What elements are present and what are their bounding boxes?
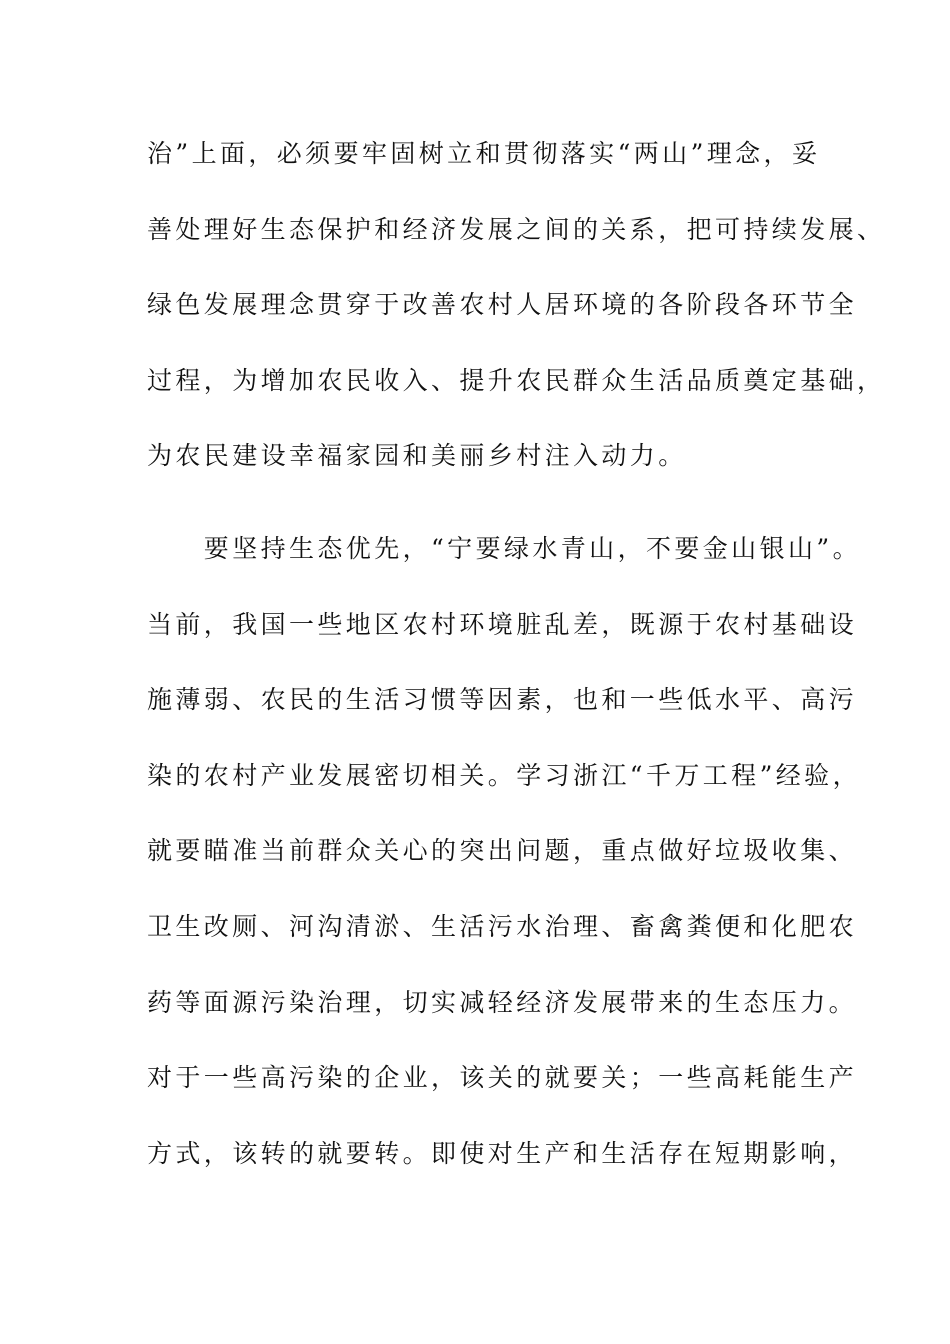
document-body bbox=[147, 128, 886, 1203]
text-line: 药等面源污染治理，切实减轻经济发展带来的生态压力。 bbox=[147, 987, 858, 1017]
text-line: 为农民建设幸福家园和美丽乡村注入动力。 bbox=[147, 441, 687, 471]
text-line: 方式，该转的就要转。即使对生产和生活存在短期影响， bbox=[147, 1138, 858, 1168]
text-line: 善处理好生态保护和经济发展之间的关系，把可持续发展、 bbox=[147, 214, 886, 244]
text-line: 当前，我国一些地区农村环境脏乱差，既源于农村基础设 bbox=[147, 609, 858, 639]
paragraph-2 bbox=[147, 523, 861, 1203]
text-line: 施薄弱、农民的生活习惯等因素，也和一些低水平、高污 bbox=[147, 685, 858, 715]
text-line: 要坚持生态优先，“宁要绿水青山，不要金山银山”。 bbox=[147, 533, 861, 563]
paragraph-spacer bbox=[147, 506, 807, 523]
text-line: 治”上面，必须要牢固树立和贯彻落实“两山”理念，妥 bbox=[147, 139, 821, 168]
text-line: 过程，为增加农民收入、提升农民群众生活品质奠定基础， bbox=[147, 365, 886, 395]
text-line: 染的农村产业发展密切相关。学习浙江“千万工程”经验， bbox=[147, 760, 861, 790]
text-line: 绿色发展理念贯穿于改善农村人居环境的各阶段各环节全 bbox=[147, 290, 858, 320]
text-line: 对于一些高污染的企业，该关的就要关；一些高耗能生产 bbox=[147, 1063, 858, 1093]
text-line: 就要瞄准当前群众关心的突出问题，重点做好垃圾收集、 bbox=[147, 836, 858, 866]
paragraph-1 bbox=[147, 128, 886, 506]
text-line: 卫生改厕、河沟清淤、生活污水治理、畜禽粪便和化肥农 bbox=[147, 911, 858, 941]
